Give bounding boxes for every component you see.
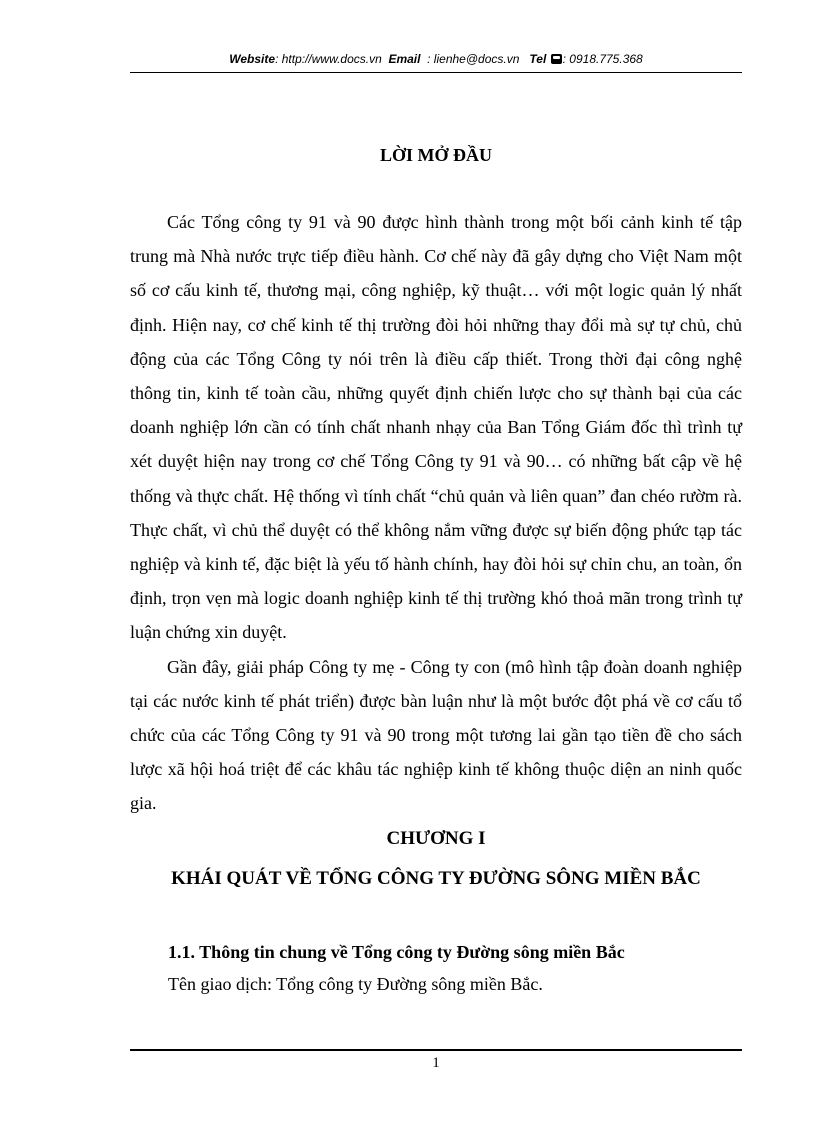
tel-label: Tel xyxy=(529,52,547,66)
paragraph-intro: Các Tổng công ty 91 và 90 được hình thành trong một bối cảnh kinh tế tập trung mà Nhà nước trực tiếp điều hành. Cơ chế này đã gây dựng cho Việt Nam một số cơ cấu kinh tế, thương mại, công nghiệp, kỹ thuật… với một logic quản lý nhất định. Hiện nay, cơ chế kinh tế thị trường đòi hỏi những thay đổi mà sự tự chủ, chủ động của các Tổng Công ty nói trên là điều cấp thiết. Trong thời đại công nghệ thông tin, kinh tế toàn cầu, những quyết định chiến lược cho sự thành bại của các doanh nghiệp lớn cần có tính chất nhanh nhạy của Ban Tổng Giám đốc thì trình tự xét duyệt hiện nay trong cơ chế Tổng Công ty 91 và 90… có những bất cập về hệ thống và thực chất. Hệ thống vì tính chất “chủ quản và liên quan” đan chéo rườm rà. Thực chất, vì chủ thể duyệt có thể không nắm vững được sự biến động phức tạp tác nghiệp và kinh tế, đặc biệt là yếu tố hành chính, hay đòi hỏi sự chỉn chu, an toàn, ổn định, trọn vẹn mà logic doanh nghiệp kinh tế thị trường khó thoả mãn trong trình tự luận chứng xin duyệt. xyxy=(130,212,742,643)
page-number: 1 xyxy=(432,1055,440,1071)
section-heading: 1.1. Thông tin chung về Tổng công ty Đường sông miền Bắc xyxy=(168,942,625,962)
email-label: Email xyxy=(388,52,421,66)
paragraph-solution: Gần đây, giải pháp Công ty mẹ - Công ty con (mô hình tập đoàn doanh nghiệp tại các nước kinh tế phát triển) được bàn luận như là một bước đột phá về cơ cấu tổ chức của các Tổng Công ty 91 và 90 trong một tương lai gần tạo tiền đề cho sách lược xã hội hoá triệt để các khâu tác nghiệp kinh tế không thuộc diện an ninh quốc gia. xyxy=(130,656,742,814)
tel-value: : 0918.775.368 xyxy=(562,52,643,66)
chapter-number: CHƯƠNG I xyxy=(386,828,486,849)
website-value: : http://www.docs.vn xyxy=(275,52,382,66)
chapter-title: KHÁI QUÁT VỀ TỔNG CÔNG TY ĐƯỜNG SÔNG MIỀN BẮC xyxy=(171,868,701,889)
email-value: : lienhe@docs.vn xyxy=(427,52,520,66)
page-header xyxy=(130,50,742,73)
website-label: Website xyxy=(229,52,276,66)
body-text xyxy=(130,205,742,821)
phone-icon xyxy=(551,54,562,64)
footer-divider xyxy=(130,1049,742,1051)
trade-name-line: Tên giao dịch: Tổng công ty Đường sông miền Bắc. xyxy=(168,974,543,994)
page-title: LỜI MỞ ĐẦU xyxy=(380,145,492,165)
